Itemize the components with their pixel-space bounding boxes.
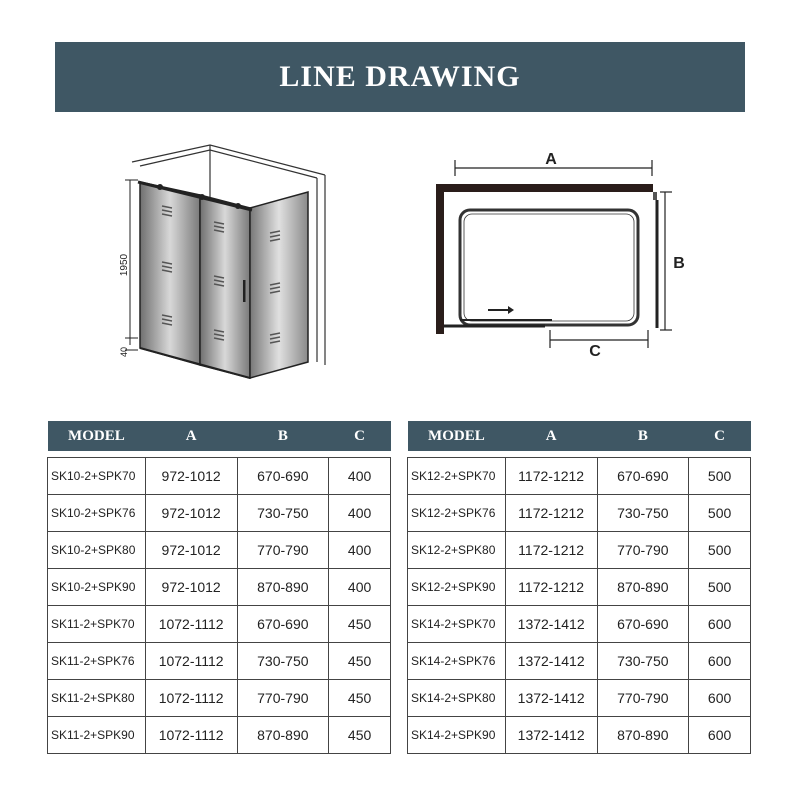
header-b: B: [237, 421, 329, 451]
shower-tray: [460, 210, 638, 325]
table-row: [48, 569, 391, 606]
cell-b: 870-890: [237, 569, 329, 606]
table-row: [408, 643, 751, 680]
cell-a: 972-1012: [145, 532, 237, 569]
table-row: [48, 680, 391, 717]
side-panel: [250, 192, 308, 378]
cell-a: 1172-1212: [505, 569, 597, 606]
table-row: [408, 569, 751, 606]
cell-c: 500: [689, 569, 751, 606]
header-model: MODEL: [48, 421, 146, 451]
model-table-left: [47, 421, 391, 754]
height-label: 1950: [119, 253, 130, 277]
cell-a: 1072-1112: [145, 606, 237, 643]
base-label: 40: [119, 346, 129, 358]
dimension-b-label: B: [673, 255, 685, 272]
dimension-c-label: C: [589, 343, 601, 360]
sliding-door-panel: [200, 195, 250, 378]
cell-b: 770-790: [597, 532, 689, 569]
cell-model: SK10-2+SPK76: [48, 495, 146, 532]
cell-b: 730-750: [237, 495, 329, 532]
cell-a: 1072-1112: [145, 680, 237, 717]
cell-b: 770-790: [237, 680, 329, 717]
table-row: [408, 717, 751, 754]
fixed-front-panel: [140, 182, 200, 365]
header-c: C: [689, 421, 751, 451]
cell-a: 972-1012: [145, 495, 237, 532]
cell-model: SK10-2+SPK80: [48, 532, 146, 569]
cell-c: 400: [329, 569, 391, 606]
cell-model: SK14-2+SPK76: [408, 643, 506, 680]
table-header-row: [408, 421, 751, 451]
cell-c: 600: [689, 717, 751, 754]
table-row: [408, 495, 751, 532]
enclosure-plan-drawing: [420, 140, 700, 370]
table-row: [48, 643, 391, 680]
cell-model: SK11-2+SPK80: [48, 680, 146, 717]
cell-model: SK10-2+SPK70: [48, 458, 146, 495]
cell-a: 1372-1412: [505, 643, 597, 680]
cell-model: SK12-2+SPK70: [408, 458, 506, 495]
table-row: [408, 458, 751, 495]
cell-b: 730-750: [597, 643, 689, 680]
dimension-b: [660, 192, 672, 330]
table-row: [48, 495, 391, 532]
cell-model: SK14-2+SPK80: [408, 680, 506, 717]
header-a: A: [505, 421, 597, 451]
dimension-a-label: A: [545, 151, 557, 168]
table-row: [408, 606, 751, 643]
left-wall: [436, 184, 444, 334]
cell-b: 730-750: [237, 643, 329, 680]
cell-a: 1072-1112: [145, 717, 237, 754]
header-b: B: [597, 421, 689, 451]
table-row: [48, 532, 391, 569]
cell-model: SK12-2+SPK90: [408, 569, 506, 606]
cell-c: 500: [689, 532, 751, 569]
enclosure-perspective-drawing: [110, 140, 340, 385]
cell-b: 770-790: [237, 532, 329, 569]
cell-c: 500: [689, 458, 751, 495]
cell-b: 870-890: [597, 717, 689, 754]
cell-model: SK14-2+SPK90: [408, 717, 506, 754]
cell-b: 670-690: [597, 458, 689, 495]
cell-c: 600: [689, 606, 751, 643]
table-row: [48, 458, 391, 495]
model-table-right: [407, 421, 751, 754]
back-wall: [436, 184, 653, 192]
table-row: [408, 680, 751, 717]
cell-model: SK11-2+SPK90: [48, 717, 146, 754]
cell-b: 870-890: [237, 717, 329, 754]
cell-c: 600: [689, 643, 751, 680]
cell-c: 450: [329, 680, 391, 717]
door-handle: [243, 280, 246, 302]
cell-c: 400: [329, 495, 391, 532]
cell-b: 770-790: [597, 680, 689, 717]
table-header-row: [48, 421, 391, 451]
cell-model: SK11-2+SPK76: [48, 643, 146, 680]
cell-b: 670-690: [597, 606, 689, 643]
cell-c: 600: [689, 680, 751, 717]
cell-model: SK11-2+SPK70: [48, 606, 146, 643]
cell-c: 450: [329, 606, 391, 643]
cell-a: 972-1012: [145, 569, 237, 606]
page-title: LINE DRAWING: [279, 60, 521, 93]
cell-a: 1372-1412: [505, 680, 597, 717]
header-model: MODEL: [408, 421, 506, 451]
cell-a: 1172-1212: [505, 495, 597, 532]
cell-a: 972-1012: [145, 458, 237, 495]
cell-b: 670-690: [237, 606, 329, 643]
table-row: [48, 606, 391, 643]
cell-model: SK10-2+SPK90: [48, 569, 146, 606]
cell-model: SK12-2+SPK76: [408, 495, 506, 532]
cell-b: 730-750: [597, 495, 689, 532]
cell-c: 400: [329, 458, 391, 495]
table-row: [408, 532, 751, 569]
cell-c: 500: [689, 495, 751, 532]
cell-model: SK12-2+SPK80: [408, 532, 506, 569]
cell-b: 870-890: [597, 569, 689, 606]
cell-a: 1172-1212: [505, 458, 597, 495]
cell-model: SK14-2+SPK70: [408, 606, 506, 643]
cell-c: 450: [329, 643, 391, 680]
cell-c: 400: [329, 532, 391, 569]
header-c: C: [329, 421, 391, 451]
cell-a: 1172-1212: [505, 532, 597, 569]
cell-b: 670-690: [237, 458, 329, 495]
header-a: A: [145, 421, 237, 451]
cell-a: 1072-1112: [145, 643, 237, 680]
table-row: [48, 717, 391, 754]
title-banner: [55, 42, 745, 112]
cell-a: 1372-1412: [505, 717, 597, 754]
cell-c: 450: [329, 717, 391, 754]
cell-a: 1372-1412: [505, 606, 597, 643]
